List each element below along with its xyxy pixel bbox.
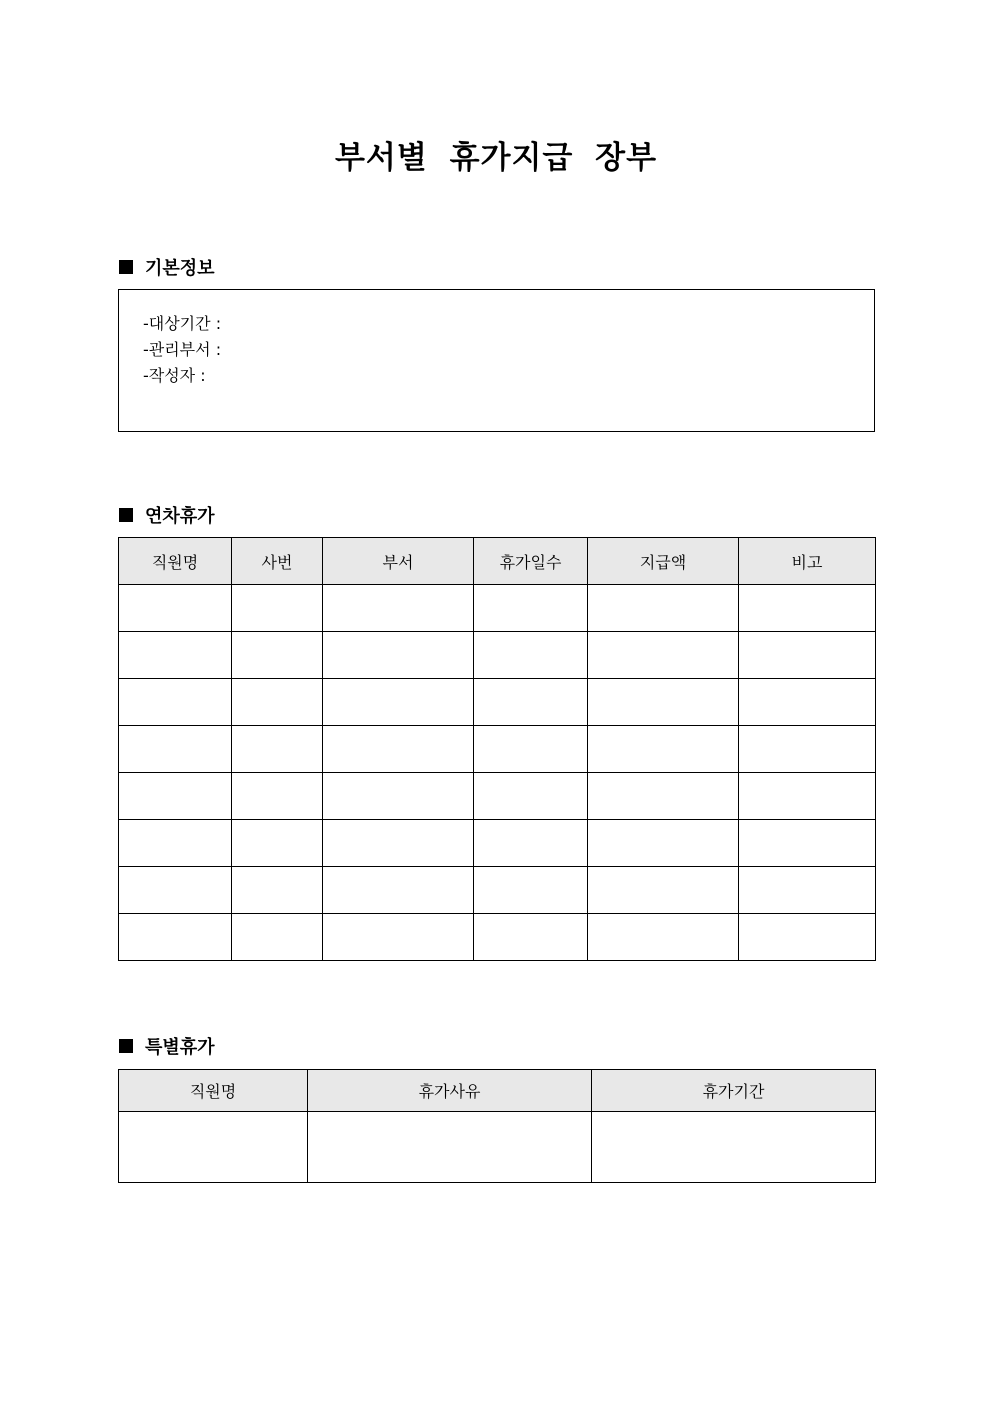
annual-leave-table	[118, 537, 876, 961]
employee-id-cell[interactable]	[232, 867, 323, 914]
employee-id-cell[interactable]	[232, 679, 323, 726]
leave-days-cell[interactable]	[474, 914, 588, 961]
department-cell[interactable]	[323, 632, 474, 679]
annual-leave-heading-label: 연차휴가	[145, 506, 215, 527]
department-cell[interactable]	[323, 679, 474, 726]
special-leave-table	[118, 1069, 876, 1183]
table-row	[119, 585, 876, 632]
remarks-cell[interactable]	[739, 632, 876, 679]
special-leave-header-row	[119, 1070, 876, 1112]
table-row	[119, 914, 876, 961]
employee-id-cell[interactable]	[232, 585, 323, 632]
leave-days-cell[interactable]	[474, 726, 588, 773]
employee-id-cell[interactable]	[232, 726, 323, 773]
remarks-cell[interactable]	[739, 726, 876, 773]
table-row	[119, 726, 876, 773]
period-label: -대상기간	[143, 314, 211, 333]
column-header-leave-reason: 휴가사유	[308, 1070, 592, 1112]
payment-cell[interactable]	[588, 914, 739, 961]
leave-days-cell[interactable]	[474, 820, 588, 867]
department-cell[interactable]	[323, 914, 474, 961]
payment-cell[interactable]	[588, 679, 739, 726]
employee-name-cell[interactable]	[119, 914, 232, 961]
department-separator: :	[215, 340, 222, 359]
employee-name-cell[interactable]	[119, 679, 232, 726]
employee-id-cell[interactable]	[232, 632, 323, 679]
table-row	[119, 867, 876, 914]
remarks-cell[interactable]	[739, 867, 876, 914]
square-bullet-icon	[119, 260, 133, 274]
payment-cell[interactable]	[588, 632, 739, 679]
leave-reason-cell[interactable]	[308, 1112, 592, 1183]
payment-cell[interactable]	[588, 867, 739, 914]
remarks-cell[interactable]	[739, 820, 876, 867]
table-row	[119, 773, 876, 820]
employee-id-cell[interactable]	[232, 820, 323, 867]
department-label: -관리부서	[143, 340, 211, 359]
column-header-leave-period: 휴가기간	[592, 1070, 876, 1112]
employee-id-cell[interactable]	[232, 773, 323, 820]
leave-days-cell[interactable]	[474, 632, 588, 679]
square-bullet-icon	[119, 1039, 133, 1053]
column-header-payment: 지급액	[588, 538, 739, 585]
remarks-cell[interactable]	[739, 679, 876, 726]
column-header-employee-name: 직원명	[119, 1070, 308, 1112]
department-cell[interactable]	[323, 726, 474, 773]
column-header-employee-name: 직원명	[119, 538, 232, 585]
table-row	[119, 679, 876, 726]
employee-name-cell[interactable]	[119, 632, 232, 679]
column-header-leave-days: 휴가일수	[474, 538, 588, 585]
annual-leave-heading	[119, 502, 215, 528]
annual-leave-header-row	[119, 538, 876, 585]
basic-info-heading-label: 기본정보	[145, 258, 215, 279]
leave-days-cell[interactable]	[474, 679, 588, 726]
payment-cell[interactable]	[588, 773, 739, 820]
leave-days-cell[interactable]	[474, 585, 588, 632]
column-header-department: 부서	[323, 538, 474, 585]
employee-name-cell[interactable]	[119, 726, 232, 773]
payment-cell[interactable]	[588, 726, 739, 773]
employee-name-cell[interactable]	[119, 585, 232, 632]
square-bullet-icon	[119, 508, 133, 522]
remarks-cell[interactable]	[739, 914, 876, 961]
table-row	[119, 1112, 876, 1183]
department-cell[interactable]	[323, 820, 474, 867]
document-title: 부서별 휴가지급 장부	[334, 140, 658, 176]
column-header-remarks: 비고	[739, 538, 876, 585]
author-label: -작성자	[143, 366, 196, 385]
author-line	[143, 363, 206, 386]
basic-info-heading	[119, 254, 215, 280]
leave-days-cell[interactable]	[474, 773, 588, 820]
basic-info-box	[118, 289, 875, 432]
leave-days-cell[interactable]	[474, 867, 588, 914]
column-header-employee-id: 사번	[232, 538, 323, 585]
department-cell[interactable]	[323, 585, 474, 632]
period-separator: :	[215, 314, 222, 333]
employee-name-cell[interactable]	[119, 867, 232, 914]
remarks-cell[interactable]	[739, 773, 876, 820]
employee-name-cell[interactable]	[119, 820, 232, 867]
table-row	[119, 820, 876, 867]
remarks-cell[interactable]	[739, 585, 876, 632]
employee-name-cell[interactable]	[119, 773, 232, 820]
payment-cell[interactable]	[588, 820, 739, 867]
employee-id-cell[interactable]	[232, 914, 323, 961]
period-line	[143, 311, 221, 334]
leave-period-cell[interactable]	[592, 1112, 876, 1183]
special-leave-heading-label: 특별휴가	[145, 1037, 215, 1058]
author-separator: :	[200, 366, 206, 385]
department-line	[143, 337, 221, 360]
special-leave-heading	[119, 1033, 215, 1059]
table-row	[119, 632, 876, 679]
department-cell[interactable]	[323, 773, 474, 820]
payment-cell[interactable]	[588, 585, 739, 632]
department-cell[interactable]	[323, 867, 474, 914]
employee-name-cell[interactable]	[119, 1112, 308, 1183]
